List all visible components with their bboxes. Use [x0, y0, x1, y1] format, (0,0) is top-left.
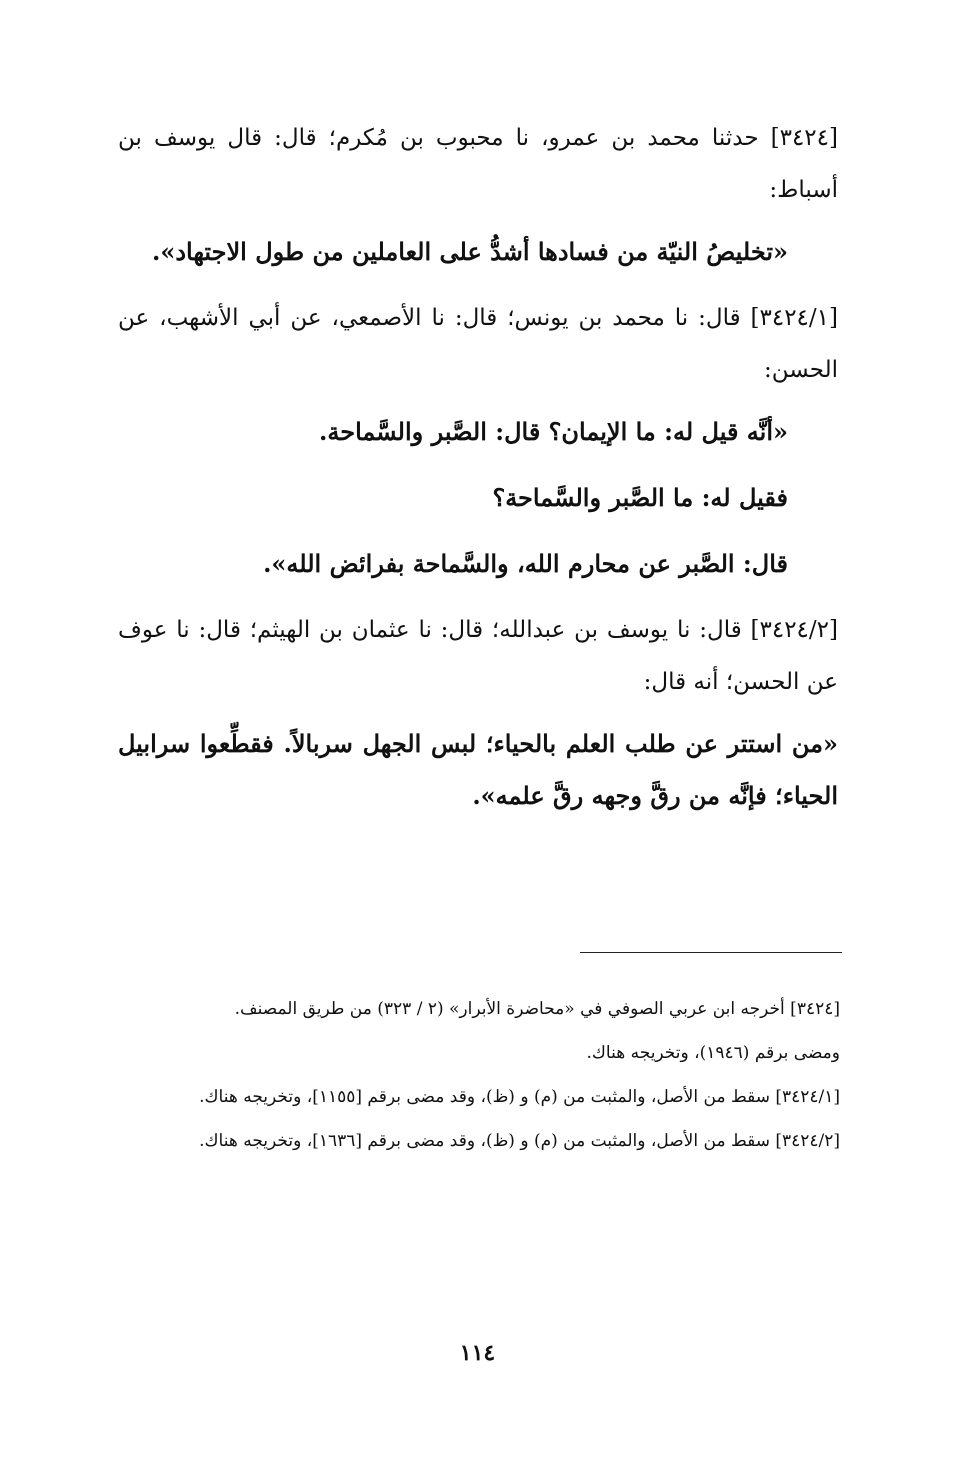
narration-3424: [٣٤٢٤] حدثنا محمد بن عمرو، نا محبوب بن مُكرم؛ قال: قال يوسف بن أسباط: [118, 125, 838, 203]
footnote-separator [580, 952, 842, 953]
quote-3424: «تخليصُ النيّة من فسادها أشدُّ على العاملين من طول الاجتهاد». [151, 237, 788, 266]
quote-3424-1-line-3: قال: الصَّبر عن محارم الله، والسَّماحة بفرائض الله». [263, 549, 788, 578]
footnotes [128, 990, 840, 1166]
quote-3424-1-line-2: فقيل له: ما الصَّبر والسَّماحة؟ [492, 483, 788, 512]
quote-3424-2: «من استتر عن طلب العلم بالحياء؛ لبس الجهل سربالاً. فقطِّعوا سرابيل الحياء؛ فإنَّه من رقَّ وجهه رقَّ علمه». [118, 729, 838, 810]
footnote-3424-cont: ومضى برقم (١٩٤٦)، وتخريجه هناك. [586, 1043, 840, 1063]
main-text [118, 112, 838, 836]
narration-3424-2: [٣٤٢٤/٢] قال: نا يوسف بن عبدالله؛ قال: نا عثمان بن الهيثم؛ قال: نا عوف عن الحسن؛ أنه قال: [118, 617, 838, 695]
footnote-3424-2: [٣٤٢٤/٢] سقط من الأصل، والمثبت من (م) و (ظ)، وقد مضى برقم [١٦٣٦]، وتخريجه هناك. [199, 1131, 840, 1151]
page-number: ١١٤ [459, 1340, 496, 1366]
narration-3424-1: [٣٤٢٤/١] قال: نا محمد بن يونس؛ قال: نا الأصمعي، عن أبي الأشهب، عن الحسن: [118, 305, 838, 383]
footnote-3424: [٣٤٢٤] أخرجه ابن عربي الصوفي في «محاضرة الأبرار» (٢ / ٣٢٣) من طريق المصنف. [234, 999, 840, 1019]
quote-3424-1-line-1: «أنَّه قيل له: ما الإيمان؟ قال: الصَّبر والسَّماحة. [319, 417, 788, 446]
footnote-3424-1: [٣٤٢٤/١] سقط من الأصل، والمثبت من (م) و (ظ)، وقد مضى برقم [١١٥٥]، وتخريجه هناك. [199, 1087, 840, 1107]
